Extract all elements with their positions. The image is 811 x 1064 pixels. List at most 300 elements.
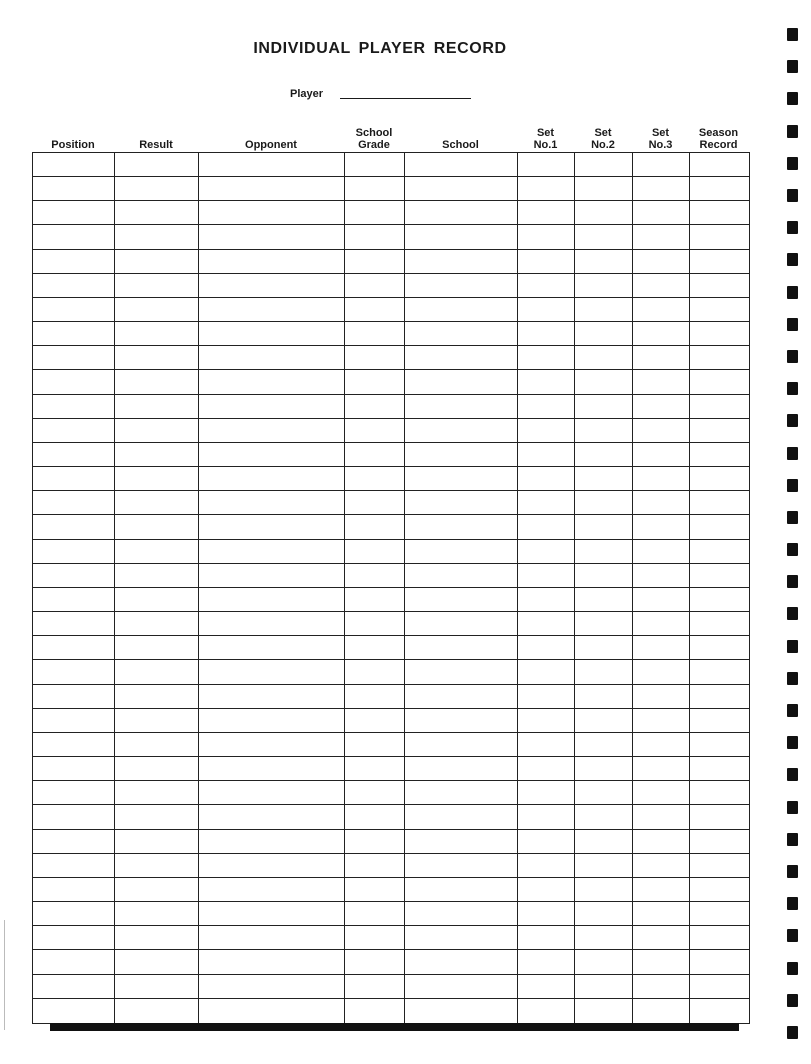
table-cell-set3[interactable] <box>633 975 690 999</box>
table-cell-opponent[interactable] <box>199 201 345 225</box>
table-cell-season[interactable] <box>690 540 749 564</box>
table-cell-opponent[interactable] <box>199 177 345 201</box>
table-cell-set3[interactable] <box>633 636 690 660</box>
table-cell-opponent[interactable] <box>199 322 345 346</box>
table-cell-season[interactable] <box>690 346 749 370</box>
table-cell-set2[interactable] <box>575 854 633 878</box>
table-cell-school_grade[interactable] <box>345 395 405 419</box>
table-cell-school[interactable] <box>405 757 518 781</box>
table-cell-season[interactable] <box>690 491 749 515</box>
table-cell-season[interactable] <box>690 395 749 419</box>
table-cell-set2[interactable] <box>575 515 633 539</box>
table-cell-set2[interactable] <box>575 950 633 974</box>
table-cell-set3[interactable] <box>633 733 690 757</box>
table-cell-set1[interactable] <box>518 395 575 419</box>
table-cell-set3[interactable] <box>633 153 690 177</box>
table-cell-set1[interactable] <box>518 153 575 177</box>
table-cell-result[interactable] <box>115 370 199 394</box>
table-cell-position[interactable] <box>33 177 115 201</box>
table-cell-set3[interactable] <box>633 201 690 225</box>
table-cell-position[interactable] <box>33 564 115 588</box>
table-cell-set3[interactable] <box>633 419 690 443</box>
table-cell-set3[interactable] <box>633 709 690 733</box>
table-cell-result[interactable] <box>115 491 199 515</box>
table-cell-school[interactable] <box>405 201 518 225</box>
table-cell-set1[interactable] <box>518 298 575 322</box>
table-cell-set2[interactable] <box>575 443 633 467</box>
table-cell-set1[interactable] <box>518 177 575 201</box>
table-cell-season[interactable] <box>690 201 749 225</box>
table-cell-school_grade[interactable] <box>345 902 405 926</box>
table-cell-set1[interactable] <box>518 370 575 394</box>
table-cell-school[interactable] <box>405 153 518 177</box>
table-cell-opponent[interactable] <box>199 540 345 564</box>
table-cell-season[interactable] <box>690 298 749 322</box>
table-cell-result[interactable] <box>115 805 199 829</box>
table-cell-school_grade[interactable] <box>345 733 405 757</box>
table-cell-opponent[interactable] <box>199 805 345 829</box>
table-cell-season[interactable] <box>690 612 749 636</box>
table-cell-result[interactable] <box>115 950 199 974</box>
table-cell-position[interactable] <box>33 999 115 1023</box>
table-cell-result[interactable] <box>115 709 199 733</box>
table-cell-opponent[interactable] <box>199 491 345 515</box>
table-cell-position[interactable] <box>33 709 115 733</box>
table-cell-season[interactable] <box>690 950 749 974</box>
table-cell-school[interactable] <box>405 660 518 684</box>
table-cell-set3[interactable] <box>633 250 690 274</box>
table-cell-result[interactable] <box>115 298 199 322</box>
table-cell-opponent[interactable] <box>199 274 345 298</box>
table-cell-set1[interactable] <box>518 926 575 950</box>
table-cell-season[interactable] <box>690 685 749 709</box>
table-cell-school[interactable] <box>405 854 518 878</box>
table-cell-school_grade[interactable] <box>345 612 405 636</box>
table-cell-season[interactable] <box>690 854 749 878</box>
table-cell-season[interactable] <box>690 515 749 539</box>
table-cell-position[interactable] <box>33 491 115 515</box>
table-cell-set2[interactable] <box>575 733 633 757</box>
table-cell-position[interactable] <box>33 902 115 926</box>
table-cell-position[interactable] <box>33 926 115 950</box>
table-cell-school[interactable] <box>405 805 518 829</box>
table-cell-opponent[interactable] <box>199 854 345 878</box>
table-cell-school_grade[interactable] <box>345 757 405 781</box>
table-cell-school_grade[interactable] <box>345 298 405 322</box>
table-cell-set2[interactable] <box>575 225 633 249</box>
table-cell-position[interactable] <box>33 540 115 564</box>
table-cell-school[interactable] <box>405 830 518 854</box>
table-cell-opponent[interactable] <box>199 153 345 177</box>
table-cell-opponent[interactable] <box>199 733 345 757</box>
table-cell-result[interactable] <box>115 588 199 612</box>
table-cell-position[interactable] <box>33 588 115 612</box>
table-cell-school[interactable] <box>405 781 518 805</box>
table-cell-set3[interactable] <box>633 467 690 491</box>
table-cell-opponent[interactable] <box>199 685 345 709</box>
table-cell-set2[interactable] <box>575 153 633 177</box>
table-cell-set1[interactable] <box>518 250 575 274</box>
table-cell-result[interactable] <box>115 346 199 370</box>
table-cell-set3[interactable] <box>633 878 690 902</box>
table-cell-opponent[interactable] <box>199 902 345 926</box>
table-cell-school_grade[interactable] <box>345 153 405 177</box>
table-cell-position[interactable] <box>33 854 115 878</box>
table-cell-set1[interactable] <box>518 805 575 829</box>
table-cell-school[interactable] <box>405 274 518 298</box>
table-cell-position[interactable] <box>33 950 115 974</box>
table-cell-position[interactable] <box>33 878 115 902</box>
table-cell-set3[interactable] <box>633 588 690 612</box>
table-cell-school[interactable] <box>405 370 518 394</box>
table-cell-school[interactable] <box>405 298 518 322</box>
table-cell-season[interactable] <box>690 274 749 298</box>
table-cell-opponent[interactable] <box>199 395 345 419</box>
table-cell-set2[interactable] <box>575 201 633 225</box>
table-cell-set2[interactable] <box>575 709 633 733</box>
table-cell-school[interactable] <box>405 564 518 588</box>
table-cell-school_grade[interactable] <box>345 636 405 660</box>
table-cell-set1[interactable] <box>518 660 575 684</box>
table-cell-opponent[interactable] <box>199 660 345 684</box>
table-cell-set1[interactable] <box>518 540 575 564</box>
table-cell-set2[interactable] <box>575 588 633 612</box>
table-cell-school_grade[interactable] <box>345 370 405 394</box>
table-cell-school_grade[interactable] <box>345 201 405 225</box>
table-cell-set2[interactable] <box>575 419 633 443</box>
table-cell-set1[interactable] <box>518 950 575 974</box>
table-cell-season[interactable] <box>690 588 749 612</box>
table-cell-opponent[interactable] <box>199 950 345 974</box>
table-cell-result[interactable] <box>115 419 199 443</box>
table-cell-season[interactable] <box>690 250 749 274</box>
table-cell-result[interactable] <box>115 225 199 249</box>
table-cell-opponent[interactable] <box>199 878 345 902</box>
table-cell-school[interactable] <box>405 709 518 733</box>
table-cell-opponent[interactable] <box>199 588 345 612</box>
table-cell-set1[interactable] <box>518 999 575 1023</box>
table-cell-position[interactable] <box>33 443 115 467</box>
table-cell-school[interactable] <box>405 975 518 999</box>
table-cell-result[interactable] <box>115 515 199 539</box>
table-cell-set1[interactable] <box>518 443 575 467</box>
table-cell-position[interactable] <box>33 757 115 781</box>
table-cell-season[interactable] <box>690 878 749 902</box>
table-cell-set3[interactable] <box>633 491 690 515</box>
table-cell-position[interactable] <box>33 975 115 999</box>
table-cell-set3[interactable] <box>633 322 690 346</box>
table-cell-school[interactable] <box>405 346 518 370</box>
table-cell-result[interactable] <box>115 274 199 298</box>
table-cell-result[interactable] <box>115 733 199 757</box>
table-cell-position[interactable] <box>33 298 115 322</box>
table-cell-school_grade[interactable] <box>345 467 405 491</box>
table-cell-set3[interactable] <box>633 854 690 878</box>
table-cell-school[interactable] <box>405 322 518 346</box>
table-cell-set3[interactable] <box>633 950 690 974</box>
table-cell-school_grade[interactable] <box>345 564 405 588</box>
table-cell-position[interactable] <box>33 636 115 660</box>
table-cell-set1[interactable] <box>518 636 575 660</box>
table-cell-set2[interactable] <box>575 322 633 346</box>
table-cell-set1[interactable] <box>518 878 575 902</box>
table-cell-set1[interactable] <box>518 685 575 709</box>
table-cell-set1[interactable] <box>518 757 575 781</box>
table-cell-set2[interactable] <box>575 902 633 926</box>
table-cell-set3[interactable] <box>633 781 690 805</box>
table-cell-set1[interactable] <box>518 564 575 588</box>
table-cell-set1[interactable] <box>518 467 575 491</box>
table-cell-set3[interactable] <box>633 395 690 419</box>
table-cell-school[interactable] <box>405 250 518 274</box>
table-cell-season[interactable] <box>690 177 749 201</box>
table-cell-set2[interactable] <box>575 830 633 854</box>
table-cell-position[interactable] <box>33 660 115 684</box>
table-cell-position[interactable] <box>33 733 115 757</box>
table-cell-season[interactable] <box>690 443 749 467</box>
table-cell-set2[interactable] <box>575 781 633 805</box>
table-cell-opponent[interactable] <box>199 515 345 539</box>
table-cell-position[interactable] <box>33 201 115 225</box>
table-cell-school_grade[interactable] <box>345 443 405 467</box>
table-cell-season[interactable] <box>690 709 749 733</box>
table-cell-school_grade[interactable] <box>345 999 405 1023</box>
table-cell-school_grade[interactable] <box>345 830 405 854</box>
table-cell-season[interactable] <box>690 636 749 660</box>
table-cell-season[interactable] <box>690 781 749 805</box>
table-cell-result[interactable] <box>115 685 199 709</box>
table-cell-set2[interactable] <box>575 564 633 588</box>
table-cell-set1[interactable] <box>518 346 575 370</box>
table-cell-opponent[interactable] <box>199 419 345 443</box>
table-cell-position[interactable] <box>33 612 115 636</box>
table-cell-position[interactable] <box>33 346 115 370</box>
table-cell-set2[interactable] <box>575 660 633 684</box>
table-cell-opponent[interactable] <box>199 636 345 660</box>
table-cell-school[interactable] <box>405 419 518 443</box>
player-name-blank[interactable] <box>340 98 471 99</box>
table-cell-result[interactable] <box>115 322 199 346</box>
table-cell-opponent[interactable] <box>199 975 345 999</box>
table-cell-result[interactable] <box>115 636 199 660</box>
table-cell-result[interactable] <box>115 153 199 177</box>
table-cell-season[interactable] <box>690 902 749 926</box>
table-cell-set1[interactable] <box>518 588 575 612</box>
table-cell-season[interactable] <box>690 926 749 950</box>
table-cell-set3[interactable] <box>633 370 690 394</box>
table-cell-school[interactable] <box>405 902 518 926</box>
table-cell-school_grade[interactable] <box>345 660 405 684</box>
table-cell-opponent[interactable] <box>199 781 345 805</box>
table-cell-result[interactable] <box>115 443 199 467</box>
table-cell-set1[interactable] <box>518 419 575 443</box>
table-cell-school_grade[interactable] <box>345 419 405 443</box>
table-cell-school[interactable] <box>405 443 518 467</box>
table-cell-set1[interactable] <box>518 201 575 225</box>
table-cell-school_grade[interactable] <box>345 950 405 974</box>
table-cell-school_grade[interactable] <box>345 975 405 999</box>
table-cell-opponent[interactable] <box>199 298 345 322</box>
table-cell-position[interactable] <box>33 685 115 709</box>
table-cell-season[interactable] <box>690 225 749 249</box>
table-cell-season[interactable] <box>690 733 749 757</box>
table-cell-school[interactable] <box>405 225 518 249</box>
table-cell-set1[interactable] <box>518 709 575 733</box>
table-cell-school_grade[interactable] <box>345 588 405 612</box>
table-cell-result[interactable] <box>115 902 199 926</box>
table-cell-set2[interactable] <box>575 298 633 322</box>
table-cell-set3[interactable] <box>633 805 690 829</box>
table-cell-set3[interactable] <box>633 999 690 1023</box>
table-cell-position[interactable] <box>33 467 115 491</box>
table-cell-position[interactable] <box>33 395 115 419</box>
table-cell-school_grade[interactable] <box>345 878 405 902</box>
table-cell-opponent[interactable] <box>199 999 345 1023</box>
table-cell-set2[interactable] <box>575 757 633 781</box>
table-cell-result[interactable] <box>115 781 199 805</box>
table-cell-school[interactable] <box>405 999 518 1023</box>
table-cell-school_grade[interactable] <box>345 515 405 539</box>
table-cell-set3[interactable] <box>633 564 690 588</box>
table-cell-result[interactable] <box>115 201 199 225</box>
table-cell-set2[interactable] <box>575 999 633 1023</box>
table-cell-position[interactable] <box>33 370 115 394</box>
table-cell-opponent[interactable] <box>199 346 345 370</box>
table-cell-school[interactable] <box>405 395 518 419</box>
table-cell-set2[interactable] <box>575 926 633 950</box>
table-cell-school[interactable] <box>405 636 518 660</box>
table-cell-school[interactable] <box>405 540 518 564</box>
table-cell-school_grade[interactable] <box>345 926 405 950</box>
table-cell-set2[interactable] <box>575 612 633 636</box>
table-cell-set3[interactable] <box>633 540 690 564</box>
table-cell-school_grade[interactable] <box>345 540 405 564</box>
table-cell-season[interactable] <box>690 322 749 346</box>
table-cell-result[interactable] <box>115 540 199 564</box>
table-cell-set3[interactable] <box>633 346 690 370</box>
table-cell-opponent[interactable] <box>199 757 345 781</box>
table-cell-set3[interactable] <box>633 298 690 322</box>
table-cell-set2[interactable] <box>575 250 633 274</box>
table-cell-opponent[interactable] <box>199 250 345 274</box>
table-cell-set3[interactable] <box>633 515 690 539</box>
table-cell-set1[interactable] <box>518 854 575 878</box>
table-cell-result[interactable] <box>115 757 199 781</box>
table-cell-school_grade[interactable] <box>345 225 405 249</box>
table-cell-set2[interactable] <box>575 540 633 564</box>
table-cell-result[interactable] <box>115 177 199 201</box>
table-cell-season[interactable] <box>690 564 749 588</box>
table-cell-season[interactable] <box>690 660 749 684</box>
table-cell-result[interactable] <box>115 975 199 999</box>
table-cell-result[interactable] <box>115 999 199 1023</box>
table-cell-school_grade[interactable] <box>345 709 405 733</box>
table-cell-school[interactable] <box>405 588 518 612</box>
table-cell-set3[interactable] <box>633 225 690 249</box>
table-cell-school[interactable] <box>405 467 518 491</box>
table-cell-result[interactable] <box>115 395 199 419</box>
table-cell-opponent[interactable] <box>199 612 345 636</box>
table-cell-set3[interactable] <box>633 685 690 709</box>
table-cell-school[interactable] <box>405 878 518 902</box>
table-cell-set3[interactable] <box>633 660 690 684</box>
table-cell-set2[interactable] <box>575 395 633 419</box>
table-cell-set3[interactable] <box>633 177 690 201</box>
table-cell-season[interactable] <box>690 370 749 394</box>
table-cell-school_grade[interactable] <box>345 177 405 201</box>
table-cell-opponent[interactable] <box>199 443 345 467</box>
table-cell-set3[interactable] <box>633 443 690 467</box>
table-cell-position[interactable] <box>33 274 115 298</box>
table-cell-position[interactable] <box>33 322 115 346</box>
table-cell-school[interactable] <box>405 177 518 201</box>
table-cell-position[interactable] <box>33 225 115 249</box>
table-cell-season[interactable] <box>690 975 749 999</box>
table-cell-school[interactable] <box>405 612 518 636</box>
table-cell-opponent[interactable] <box>199 830 345 854</box>
table-cell-set2[interactable] <box>575 805 633 829</box>
table-cell-set3[interactable] <box>633 926 690 950</box>
table-cell-set2[interactable] <box>575 274 633 298</box>
table-cell-season[interactable] <box>690 153 749 177</box>
table-cell-school[interactable] <box>405 685 518 709</box>
table-cell-position[interactable] <box>33 250 115 274</box>
table-cell-set1[interactable] <box>518 902 575 926</box>
table-cell-set2[interactable] <box>575 370 633 394</box>
table-cell-opponent[interactable] <box>199 370 345 394</box>
table-cell-set1[interactable] <box>518 830 575 854</box>
table-cell-season[interactable] <box>690 757 749 781</box>
table-cell-set2[interactable] <box>575 685 633 709</box>
table-cell-position[interactable] <box>33 153 115 177</box>
table-cell-set2[interactable] <box>575 177 633 201</box>
table-cell-opponent[interactable] <box>199 467 345 491</box>
table-cell-result[interactable] <box>115 926 199 950</box>
table-cell-season[interactable] <box>690 467 749 491</box>
table-cell-position[interactable] <box>33 805 115 829</box>
table-cell-position[interactable] <box>33 830 115 854</box>
table-cell-school[interactable] <box>405 491 518 515</box>
table-cell-school_grade[interactable] <box>345 854 405 878</box>
table-cell-set2[interactable] <box>575 467 633 491</box>
table-cell-result[interactable] <box>115 250 199 274</box>
table-cell-season[interactable] <box>690 805 749 829</box>
table-cell-set3[interactable] <box>633 757 690 781</box>
table-cell-opponent[interactable] <box>199 709 345 733</box>
table-cell-set3[interactable] <box>633 902 690 926</box>
table-cell-set2[interactable] <box>575 346 633 370</box>
table-cell-result[interactable] <box>115 612 199 636</box>
table-cell-school[interactable] <box>405 926 518 950</box>
table-cell-opponent[interactable] <box>199 564 345 588</box>
table-cell-set2[interactable] <box>575 491 633 515</box>
table-cell-school_grade[interactable] <box>345 250 405 274</box>
table-cell-set1[interactable] <box>518 612 575 636</box>
table-cell-school[interactable] <box>405 733 518 757</box>
table-cell-school_grade[interactable] <box>345 274 405 298</box>
table-cell-opponent[interactable] <box>199 225 345 249</box>
table-cell-school_grade[interactable] <box>345 685 405 709</box>
table-cell-set3[interactable] <box>633 612 690 636</box>
table-cell-season[interactable] <box>690 419 749 443</box>
table-cell-school_grade[interactable] <box>345 491 405 515</box>
table-cell-season[interactable] <box>690 830 749 854</box>
table-cell-position[interactable] <box>33 419 115 443</box>
table-cell-set3[interactable] <box>633 274 690 298</box>
table-cell-set1[interactable] <box>518 515 575 539</box>
table-cell-set1[interactable] <box>518 274 575 298</box>
table-cell-set1[interactable] <box>518 781 575 805</box>
